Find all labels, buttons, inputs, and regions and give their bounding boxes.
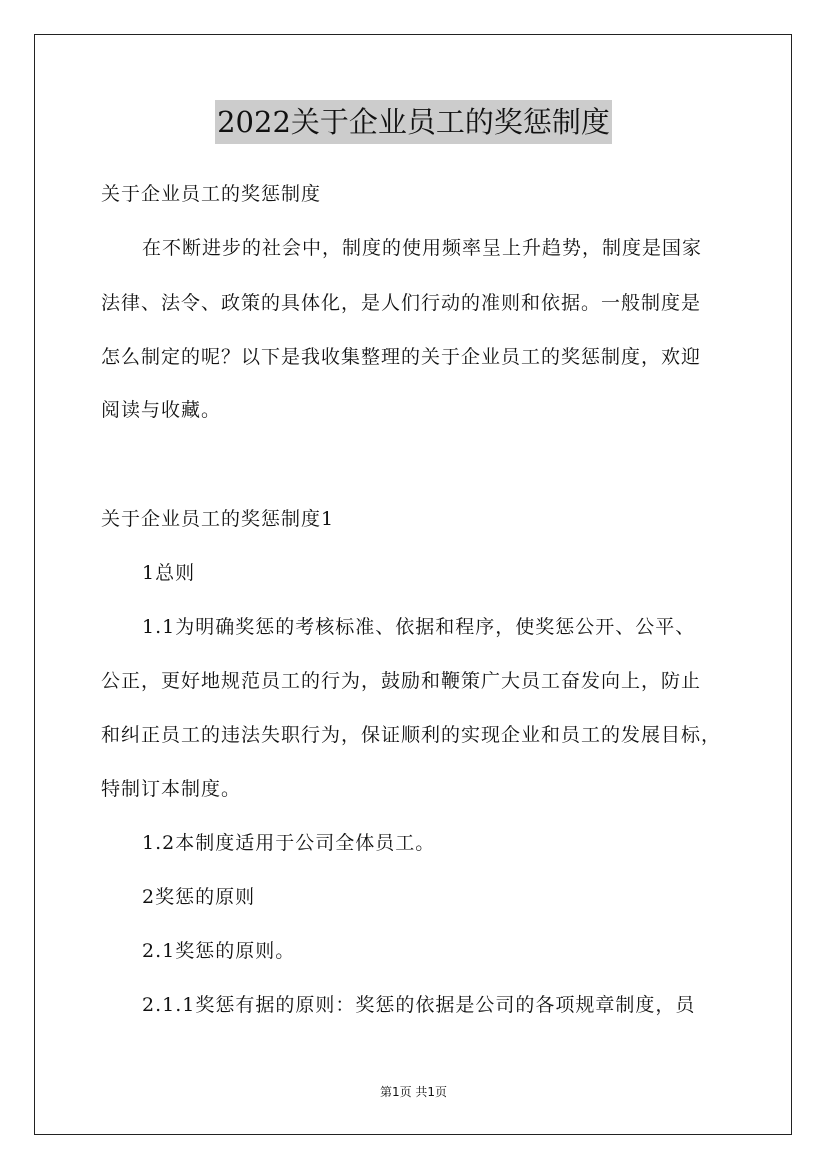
body-line-6: 1.2本制度适用于公司全体员工。 [142,832,436,854]
body-line-4: 和纠正员工的违法失职行为，保证顺利的实现企业和员工的发展目标， [101,724,722,746]
body-line-3: 公正，更好地规范员工的行为，鼓励和鞭策广大员工奋发向上，防止 [101,670,702,692]
document-title: 2022关于企业员工的奖惩制度 [215,100,612,144]
intro-line-3: 怎么制定的呢？以下是我收集整理的关于企业员工的奖惩制度，欢迎 [101,346,702,368]
body-line-2: 1.1为明确奖惩的考核标准、依据和程序，使奖惩公开、公平、 [142,616,696,638]
intro-line-1: 在不断进步的社会中，制度的使用频率呈上升趋势，制度是国家 [142,237,703,259]
intro-line-4: 阅读与收藏。 [101,399,222,421]
body-line-5: 特制订本制度。 [101,778,242,800]
page-footer: 第1页 共1页 [379,1085,448,1099]
section-heading: 关于企业员工的奖惩制度1 [101,508,335,530]
intro-line-2: 法律、法令、政策的具体化，是人们行动的准则和依据。一般制度是 [101,292,702,314]
body-line-7: 2奖惩的原则 [142,886,256,908]
subtitle: 关于企业员工的奖惩制度 [101,183,322,205]
body-line-9: 2.1.1奖惩有据的原则：奖惩的依据是公司的各项规章制度，员 [142,994,696,1016]
title-container [0,100,827,144]
body-line-1: 1总则 [142,562,196,584]
body-line-8: 2.1奖惩的原则。 [142,940,296,962]
